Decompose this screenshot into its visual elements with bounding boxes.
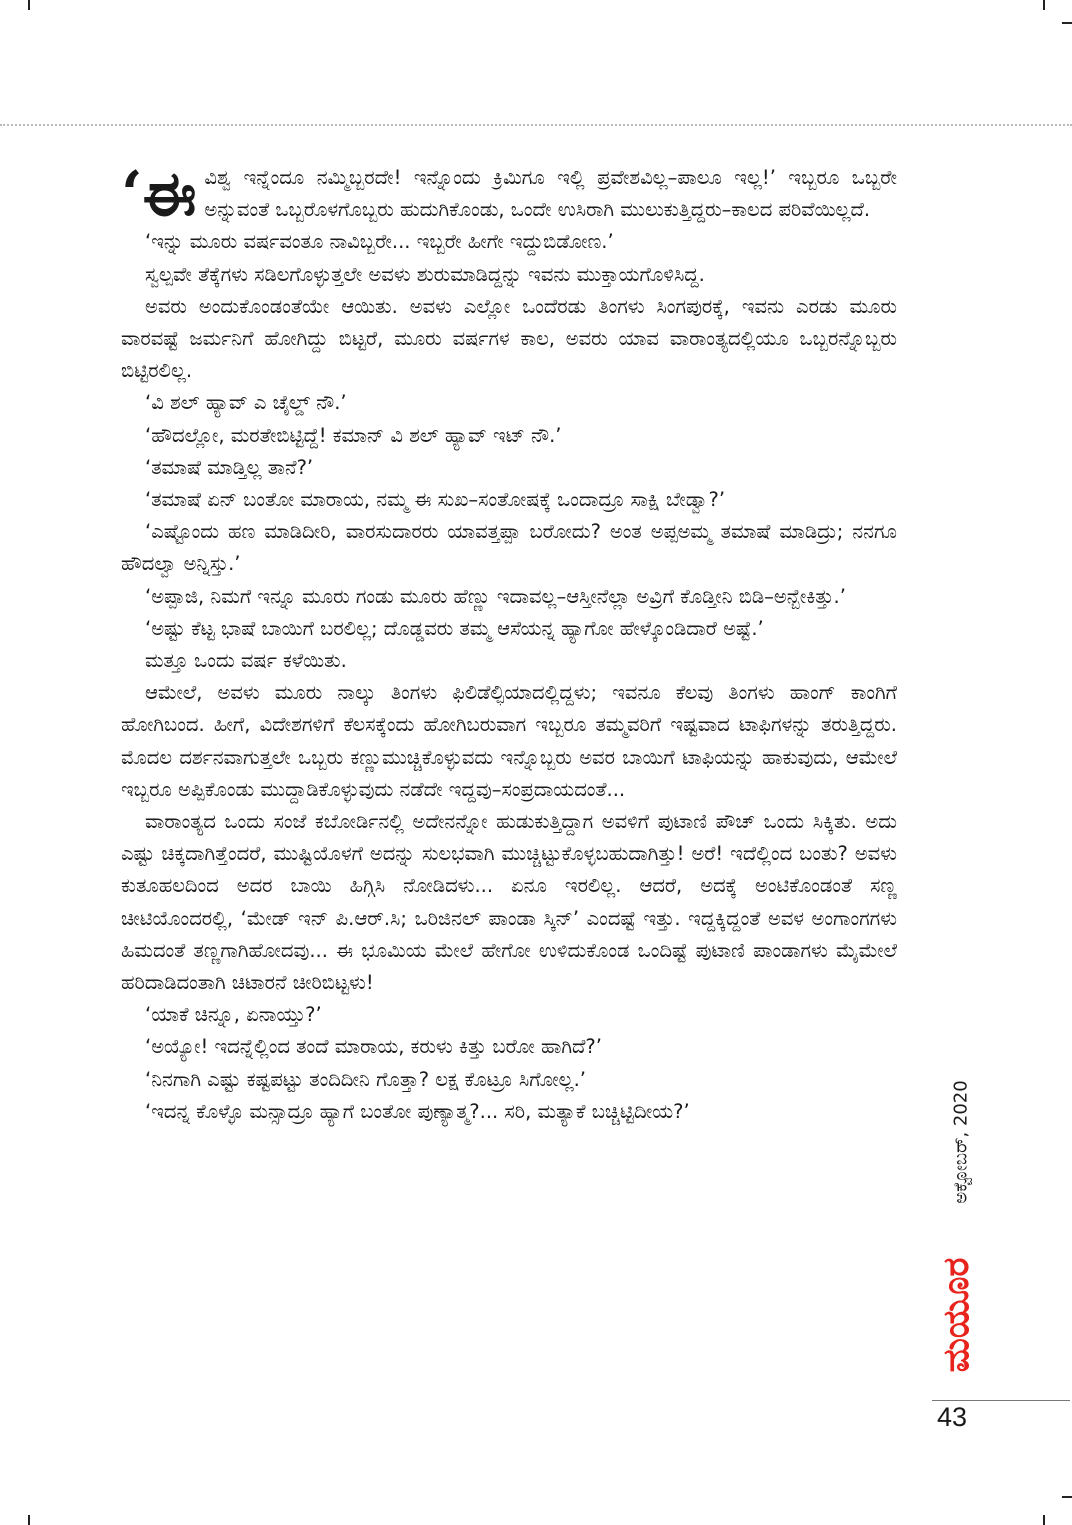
dotted-divider [0,124,1072,126]
paragraph: ‘ಇನ್ನು ಮೂರು ವರ್ಷವಂತೂ ನಾವಿಬ್ಬರೇ... ಇಬ್ಬರೇ ಹೀಗೇ ಇದ್ದುಬಿಡೋಣ.’ [145,230,614,254]
paragraph: ಅವರು ಅಂದುಕೊಂಡಂತೆಯೇ ಆಯಿತು. ಅವಳು ಎಲ್ಲೋ ಒಂದೆರಡು ತಿಂಗಳು ಸಿಂಗಪುರಕ್ಕೆ, ಇವನು ಎರಡು ಮೂರು ವಾರವಷ್ಟೆ ಜರ್ಮನಿಗೆ ಹೋಗಿದ್ದು ಬಿಟ್ಟರೆ, ಮೂರು ವರ್ಷಗಳ ಕಾಲ, ಅವರು ಯಾವ ವಾರಾಂತ್ಯದಲ್ಲಿಯೂ ಒಬ್ಬರನ್ನೊಬ್ಬರು ಬಿಟ್ಟಿರಲಿಲ್ಲ. [121,294,897,383]
crop-mark-right-lower [1062,1496,1072,1498]
crop-mark-top-left [28,0,30,10]
crop-mark-bottom-left [28,1515,30,1525]
issue-date-text: ಅಕ್ಟೋಬರ್, 2020 [950,1080,972,1204]
article-body [121,157,897,1128]
crop-mark-bottom-right [1043,1515,1045,1525]
paragraph: ‘ಯಾಕೆ ಚಿನ್ನೂ, ಏನಾಯ್ತು?’ [145,1003,322,1027]
paragraph: ‘ಅಷ್ಟು ಕೆಟ್ಟ ಭಾಷೆ ಬಾಯಿಗೆ ಬರಲಿಲ್ಲ; ದೊಡ್ಡವರು ತಮ್ಮ ಆಸೆಯನ್ನ ಹ್ಯಾಗೋ ಹೇಳ್ಕೊಂಡಿದಾರೆ ಅಷ್ಟೆ.’ [145,616,764,640]
crop-mark-right-upper [1062,22,1072,24]
page-number-rule [932,1400,1070,1401]
paragraph: ‘ತಮಾಷೆ ಏನ್ ಬಂತೋ ಮಾರಾಯ, ನಮ್ಮ ಈ ಸುಖ–ಸಂತೋಷಕ್ಕೆ ಒಂದಾದ್ರೂ ಸಾಕ್ಷಿ ಬೇಡ್ವಾ?’ [145,488,726,512]
drop-cap: ‘ಈ [121,157,197,230]
paragraph: ‘ಅಪ್ಪಾಜಿ, ನಿಮಗೆ ಇನ್ನೂ ಮೂರು ಗಂಡು ಮೂರು ಹೆಣ್ಣು ಇದಾವಲ್ಲ–ಆಸ್ತೀನೆಲ್ಲಾ ಅವ್ರಿಗೆ ಕೊಡ್ತೀನಿ ಬಿಡಿ–ಅನ್ಬೇಕಿತ್ತು.’ [145,584,846,608]
magazine-masthead [932,1240,982,1390]
paragraph: ಆಮೇಲೆ, ಅವಳು ಮೂರು ನಾಲ್ಕು ತಿಂಗಳು ಫಿಲಿಡೆಲ್ಫಿಯಾದಲ್ಲಿದ್ದಳು; ಇವನೂ ಕೆಲವು ತಿಂಗಳು ಹಾಂಗ್ ಕಾಂಗಿಗೆ ಹೋಗಿಬಂದ. ಹೀಗೆ, ವಿದೇಶಗಳಿಗೆ ಕೆಲಸಕ್ಕೆಂದು ಹೋಗಿಬರುವಾಗ ಇಬ್ಬರೂ ತಮ್ಮವರಿಗೆ ಇಷ್ಟವಾದ ಟಾಫಿಗಳನ್ನು ತರುತ್ತಿದ್ದರು. ಮೊದಲ ದರ್ಶನವಾಗುತ್ತಲೇ ಒಬ್ಬರು ಕಣ್ಣುಮುಚ್ಚಿಕೊಳ್ಳುವದು ಇನ್ನೊಬ್ಬರು ಅವರ ಬಾಯಿಗೆ ಟಾಫಿಯನ್ನು ಹಾಕುವುದು, ಆಮೇಲೆ ಇಬ್ಬರೂ ಅಪ್ಪಿಕೊಂಡು ಮುದ್ದಾಡಿಕೊಳ್ಳುವುದು ನಡೆದೇ ಇದ್ದವು–ಸಂಪ್ರದಾಯದಂತೆ... [121,681,897,801]
paragraph: ಸ್ವಲ್ಪವೇ ತೆಕ್ಕೆಗಳು ಸಡಿಲಗೊಳ್ಳುತ್ತಲೇ ಅವಳು ಶುರುಮಾಡಿದ್ದನ್ನು ಇವನು ಮುಕ್ತಾಯಗೊಳಿಸಿದ್ದ. [145,262,705,286]
paragraph: ವಾರಾಂತ್ಯದ ಒಂದು ಸಂಜೆ ಕಬೋರ್ಡಿನಲ್ಲಿ ಅದೇನನ್ನೋ ಹುಡುಕುತ್ತಿದ್ದಾಗ ಅವಳಿಗೆ ಪುಟಾಣಿ ಪೌಚ್ ಒಂದು ಸಿಕ್ಕಿತು. ಅದು ಎಷ್ಟು ಚಿಕ್ಕದಾಗಿತ್ತೆಂದರೆ, ಮುಷ್ಟಿಯೊಳಗೆ ಅದನ್ನು ಸುಲಭವಾಗಿ ಮುಚ್ಚಿಟ್ಟುಕೊಳ್ಳಬಹುದಾಗಿತ್ತು! ಅರೆ! ಇದೆಲ್ಲಿಂದ ಬಂತು? ಅವಳು ಕುತೂಹಲದಿಂದ ಅದರ ಬಾಯಿ ಹಿಗ್ಗಿಸಿ ನೋಡಿದಳು... ಏನೂ ಇರಲಿಲ್ಲ. ಆದರೆ, ಅದಕ್ಕೆ ಅಂಟಿಕೊಂಡಂತೆ ಸಣ್ಣ ಚೀಟಿಯೊಂದರಲ್ಲಿ, ‘ಮೇಡ್ ಇನ್ ಪಿ.ಆರ್.ಸಿ; ಒರಿಜಿನಲ್ ಪಾಂಡಾ ಸ್ಕಿನ್’ ಎಂದಷ್ಟೆ ಇತ್ತು. ಇದ್ದಕ್ಕಿದ್ದಂತೆ ಅವಳ ಅಂಗಾಂಗಗಳು ಹಿಮದಂತೆ ತಣ್ಣಗಾಗಿಹೋದವು... ಈ ಭೂಮಿಯ ಮೇಲೆ ಹೇಗೋ ಉಳಿದುಕೊಂಡ ಒಂದಿಷ್ಟೆ ಪುಟಾಣಿ ಪಾಂಡಾಗಳು ಮೈಮೇಲೆ ಹರಿದಾಡಿದಂತಾಗಿ ಚಿಟಾರನೆ ಚೀರಿಬಿಟ್ಟಳು! [121,810,897,995]
paragraph: ‘ಅಯ್ಯೋ! ಇದನ್ನೆಲ್ಲಿಂದ ತಂದೆ ಮಾರಾಯ, ಕರುಳು ಕಿತ್ತು ಬರೋ ಹಾಗಿದೆ?’ [145,1035,602,1059]
paragraph: ‘ತಮಾಷೆ ಮಾಡ್ತಿಲ್ಲ ತಾನೆ?’ [145,455,314,479]
paragraph: ‘ವಿ ಶಲ್ ಹ್ಯಾವ್ ಎ ಚೈಲ್ಡ್ ನೌ.’ [145,391,347,415]
masthead-text: ಮಯೂರ [936,1257,977,1373]
paragraph: ‘ಹೌದಲ್ಲೋ, ಮರತೇಬಿಟ್ಟಿದ್ದೆ! ಕಮಾನ್ ವಿ ಶಲ್ ಹ್ಯಾವ್ ಇಟ್ ನೌ.’ [145,423,562,447]
crop-mark-top-right [1043,0,1045,10]
page-number: 43 [937,1402,968,1432]
paragraph-1-text: ವಿಶ್ವ ಇನ್ನೆಂದೂ ನಮ್ಮಿಬ್ಬರದೇ! ಇನ್ನೊಂದು ಕ್ರಿಮಿಗೂ ಇಲ್ಲಿ ಪ್ರವೇಶವಿಲ್ಲ–ಪಾಲೂ ಇಲ್ಲ!’ ಇಬ್ಬರೂ ಒಬ್ಬರೇ ಅನ್ನುವಂತೆ ಒಬ್ಬರೊಳಗೊಬ್ಬರು ಹುದುಗಿಕೊಂಡು, ಒಂದೇ ಉಸಿರಾಗಿ ಮುಲುಕುತ್ತಿದ್ದರು–ಕಾಲದ ಪರಿವೆಯಿಲ್ಲದೆ. [204,166,897,222]
paragraph: ‘ಇದನ್ನ ಕೊಳ್ಳೊ ಮನ್ಸಾದ್ರೂ ಹ್ಯಾಗೆ ಬಂತೋ ಪುಣ್ಯಾತ್ಮ?... ಸರಿ, ಮತ್ಯಾಕೆ ಬಚ್ಚಿಟ್ಟಿದೀಯ?’ [145,1099,690,1123]
paragraph: ಮತ್ತೂ ಒಂದು ವರ್ಷ ಕಳೆಯಿತು. [145,649,347,673]
paragraph: ‘ನಿನಗಾಗಿ ಎಷ್ಟು ಕಷ್ಟಪಟ್ಟು ತಂದಿದೀನಿ ಗೊತ್ತಾ? ಲಕ್ಷ ಕೊಟ್ರೂ ಸಿಗೋಲ್ಲ.’ [145,1067,586,1091]
paragraph: ‘ಎಷ್ಟೊಂದು ಹಣ ಮಾಡಿದೀರಿ, ವಾರಸುದಾರರು ಯಾವತ್ತಪ್ಪಾ ಬರೋದು? ಅಂತ ಅಪ್ಪಅಮ್ಮ ತಮಾಷೆ ಮಾಡಿದ್ರು; ನನಗೂ ಹೌದಲ್ವಾ ಅನ್ನಿಸ್ತು.’ [121,520,897,576]
issue-date [948,1052,974,1232]
paragraph-1 [121,157,897,230]
